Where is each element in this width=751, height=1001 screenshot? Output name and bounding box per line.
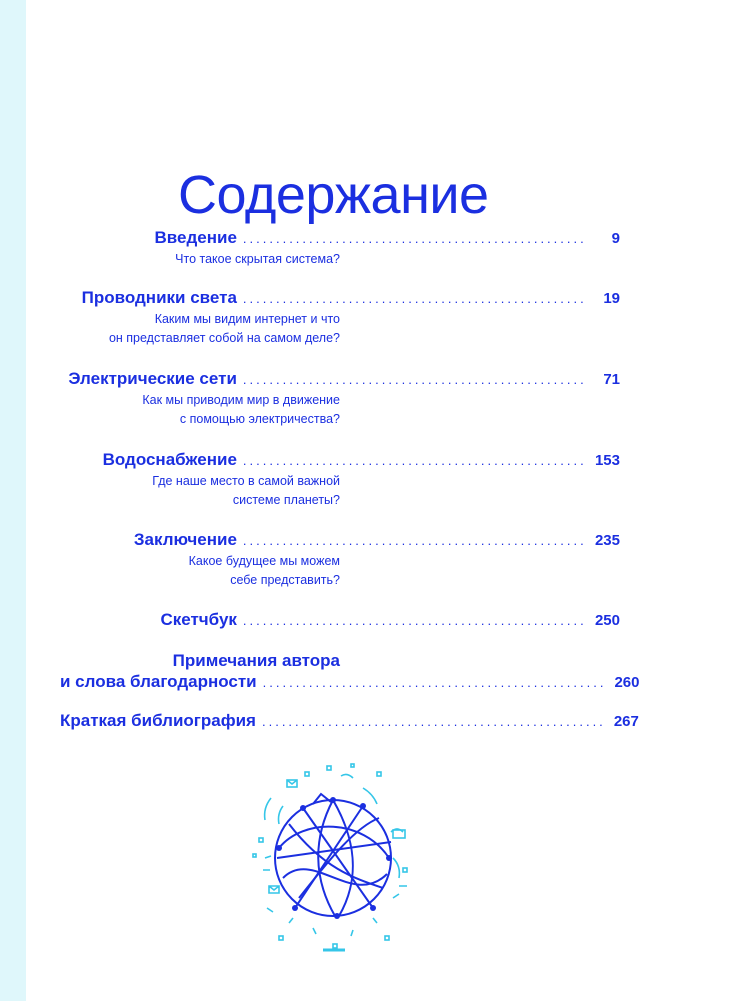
toc-entry-title: Примечания автора	[172, 651, 340, 670]
dot-leader: ....................................................	[262, 675, 607, 690]
toc-entry-water-supply[interactable]	[60, 450, 620, 510]
page-title: Содержание	[178, 165, 489, 226]
toc-page-number: 9	[611, 230, 620, 247]
toc-entry-electric-grids[interactable]	[60, 369, 620, 429]
toc-entry-title: Заключение	[133, 530, 237, 549]
toc-entry-subtitle: Каким мы видим интернет и что	[154, 312, 340, 326]
dot-leader: ....................................................	[242, 291, 587, 306]
dot-leader: ....................................................	[242, 533, 587, 548]
toc-page-number: 19	[603, 290, 620, 307]
toc-page-number: 250	[594, 612, 620, 629]
toc-entry-subtitle: Что такое скрытая система?	[175, 252, 340, 266]
toc-entry-subtitle: Какое будущее мы можем	[188, 554, 340, 568]
toc-entry-subtitle: с помощью электричества?	[179, 412, 340, 426]
toc-page-number: 153	[594, 452, 620, 469]
toc-entry-title: и слова благодарности	[60, 672, 257, 691]
toc-entry-title: Краткая библиография	[60, 711, 256, 730]
toc-entry-subtitle: он представляет собой на самом деле?	[108, 331, 340, 345]
toc-entry-subtitle: системе планеты?	[232, 493, 340, 507]
toc-entry-subtitle: Где наше место в самой важной	[152, 474, 340, 488]
dot-leader: ....................................................	[242, 613, 587, 628]
toc-entry-subtitle: Как мы приводим мир в движение	[142, 393, 340, 407]
dot-leader: ....................................................	[242, 372, 587, 387]
toc-entry-sketchbook[interactable]	[60, 610, 620, 632]
toc-entry-title: Водоснабжение	[102, 450, 237, 469]
toc-entry-conclusion[interactable]	[60, 530, 620, 590]
toc-entry-title: Скетчбук	[160, 610, 237, 629]
dot-leader: ....................................................	[242, 453, 587, 468]
toc-page-number: 71	[603, 371, 620, 388]
toc-entry-introduction[interactable]	[60, 228, 620, 269]
toc-page-number: 235	[594, 532, 620, 549]
left-color-strip	[0, 0, 26, 1001]
toc-entry-light-conductors[interactable]	[60, 288, 620, 348]
toc-entry-bibliography[interactable]	[60, 711, 639, 733]
dot-leader: ....................................................	[242, 231, 587, 246]
toc-entry-subtitle: себе представить?	[230, 573, 340, 587]
toc-page-number: 260	[614, 674, 640, 691]
toc-entry-title: Проводники света	[81, 288, 237, 307]
dot-leader: ....................................................	[261, 714, 606, 729]
toc-entry-title: Введение	[154, 228, 237, 247]
toc-entry-title: Электрические сети	[68, 369, 237, 388]
toc-entry-author-notes[interactable]	[60, 650, 640, 694]
toc-page-number: 267	[613, 713, 639, 730]
network-globe-icon	[243, 758, 423, 958]
